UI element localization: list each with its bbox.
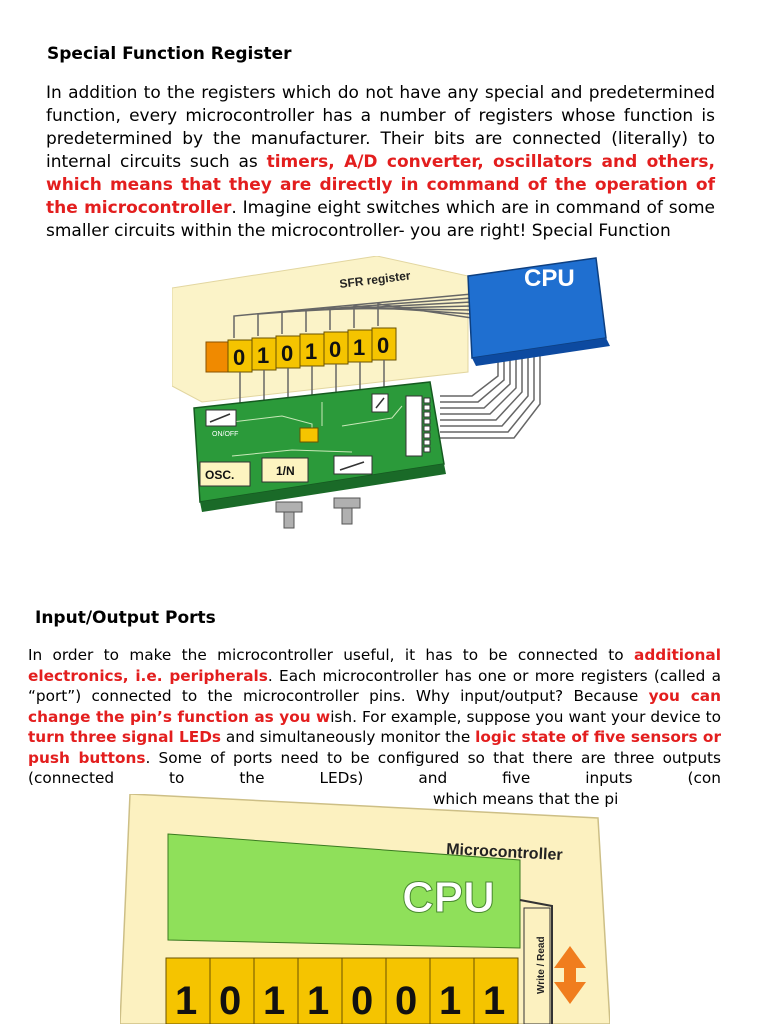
- port-bit: 1: [175, 979, 198, 1023]
- cpu-block-label: CPU: [402, 873, 495, 922]
- sfr-title: Special Function Register: [47, 44, 292, 64]
- port-bits: [166, 958, 518, 1024]
- microcontroller-diagram: [120, 794, 610, 1024]
- port-bit: 0: [395, 979, 418, 1023]
- sfr-highlight: timers, A/D converter, oscillators and others, which means that they are directly in command of the operation of the microcontroller: [46, 152, 716, 218]
- io-paragraph: In order to make the microcontroller useful, it has to be connected to additional electronics, i.e. peripherals. Each microcontroller has one or more registers (called a “port”) connected to the microcontroller pins. Why input/output? Because you can change the pin’s function as you wish. For example, suppose you want your device to turn three signal LEDs and simultaneously monitor the logic state of five sensors or push buttons. Some of ports need to be configured so that there are three outputs (connected to the LEDs) and five inputs (con which means that the pi: [28, 646, 722, 808]
- sfr-paragraph: In addition to the registers which do not have any special and predetermined function, every microcontroller has a number of registers whose function is predetermined by the manufacturer. Their bits are connected (literally) to internal circuits such as timers, A/D converter, oscillators and others, which means that they are directly in command of the operation of the microcontroller. Imagine eight switches which are in command of some smaller circuits within the microcontroller- you are right! Special Function: [46, 83, 716, 241]
- divider-label: 1/N: [276, 464, 295, 478]
- sfr-bit: 0: [377, 333, 390, 358]
- write-read-label: Write / Read: [536, 936, 547, 994]
- port-bit: 1: [439, 979, 462, 1023]
- port-bit: 1: [307, 979, 330, 1023]
- sfr-bit: 1: [353, 335, 366, 360]
- port-bit: 1: [263, 979, 286, 1023]
- io-title: Input/Output Ports: [35, 608, 216, 628]
- sfr-register-label: SFR register: [338, 268, 412, 291]
- sfr-bit: 0: [281, 341, 294, 366]
- port-bit: 0: [351, 979, 374, 1023]
- cpu-label: CPU: [524, 265, 575, 292]
- sfr-bit: 1: [257, 343, 270, 368]
- microcontroller-label: Microcontroller: [445, 841, 563, 865]
- sfr-bit: 0: [233, 345, 246, 370]
- sfr-bit: 0: [329, 337, 342, 362]
- osc-label: OSC.: [205, 468, 235, 482]
- port-bit: 0: [219, 979, 242, 1023]
- sfr-bit: 1: [305, 339, 318, 364]
- sfr-diagram: [172, 256, 622, 536]
- onoff-label: ON/OFF: [212, 431, 239, 438]
- port-bit: 1: [483, 979, 506, 1023]
